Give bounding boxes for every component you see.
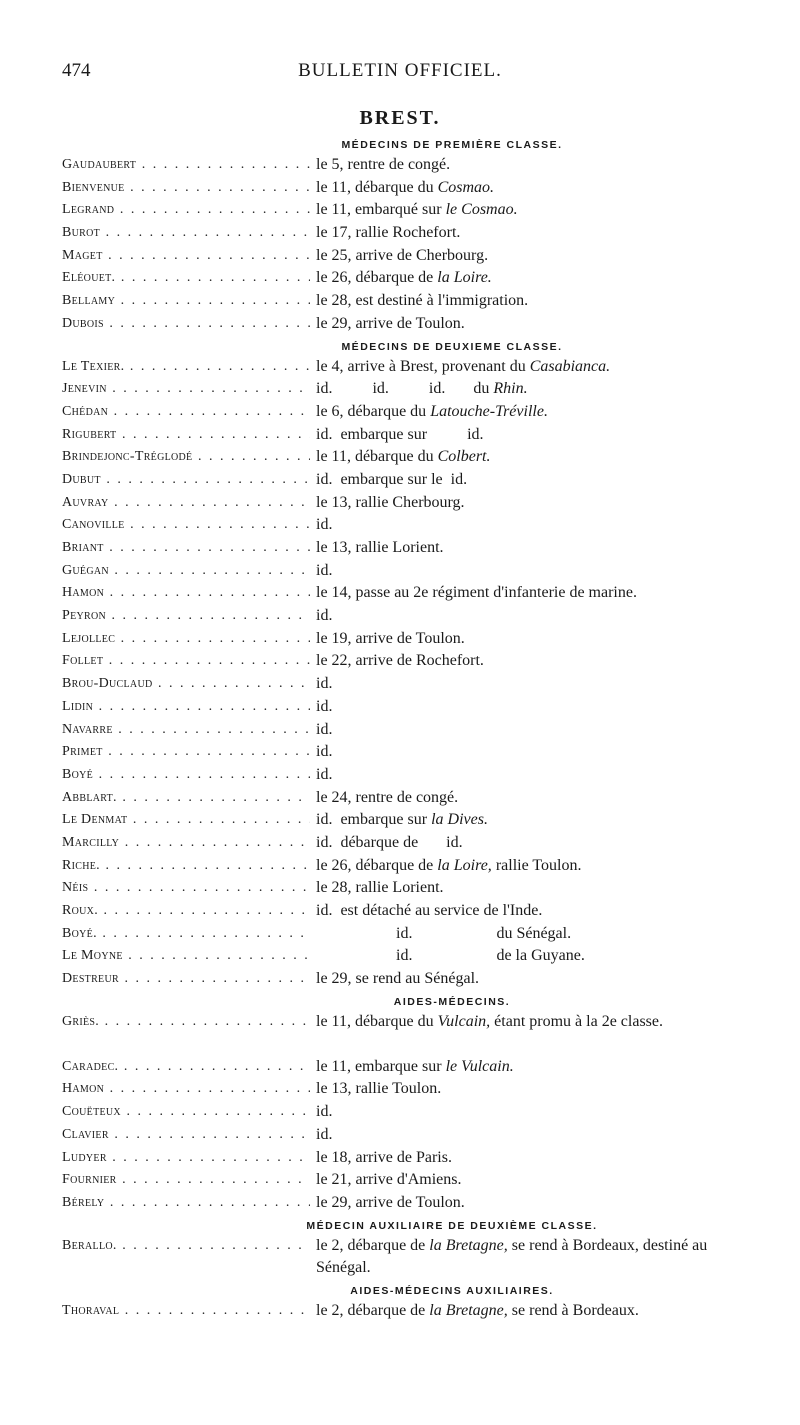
officer-name: Boyé . . . — [62, 764, 310, 787]
entry-detail: le 5, rentre de congé. — [316, 156, 451, 173]
entry-text — [316, 560, 756, 583]
officer-name: Marcilly . . . — [62, 832, 310, 855]
entry-detail: id. — [316, 607, 333, 625]
ship-name: Vulcain, — [437, 1012, 491, 1030]
officer-name: Abblart. . . . — [62, 787, 310, 810]
entry-text — [316, 764, 756, 787]
entry-text — [316, 469, 756, 492]
entry-text — [316, 1078, 756, 1101]
entry-detail: id. embarque sur — [316, 811, 432, 829]
officer-name: Le Denmat . . . — [62, 809, 310, 832]
officer-name: Brindejonc-Tréglodé . . . — [62, 446, 310, 469]
entry-detail-continued: se rend à Bordeaux. — [507, 1301, 639, 1319]
entry-row — [62, 1101, 762, 1124]
officer-name: Roux. . . . — [62, 900, 310, 923]
entry-row — [62, 537, 762, 560]
entry-text — [316, 492, 756, 515]
entry-row — [62, 222, 762, 245]
entry-text — [316, 605, 756, 628]
entry-detail: id. — [316, 561, 333, 579]
entry-text — [316, 809, 756, 832]
entry-row — [62, 514, 762, 537]
entry-row — [62, 945, 762, 968]
entry-text — [316, 1300, 756, 1323]
entry-row — [62, 1011, 762, 1056]
entry-detail: le 17, rallie Rochefort. — [316, 224, 461, 242]
entry-detail: le 18, arrive de Paris. — [316, 1148, 452, 1166]
entry-text — [316, 1235, 756, 1280]
entry-detail: le 29, se rend au Sénégal. — [316, 970, 480, 988]
officer-name: Lejollec . . . — [62, 628, 310, 651]
entry-row — [62, 199, 762, 222]
entry-row — [62, 832, 762, 855]
entry-text — [316, 696, 756, 719]
entry-text — [316, 741, 756, 764]
entry-detail: id. id. id. du — [316, 380, 494, 398]
entry-detail: le 29, arrive de Toulon. — [316, 314, 465, 332]
entry-text — [316, 1056, 756, 1079]
entry-detail: id. — [316, 1103, 333, 1121]
entry-detail: le 26, débarque de — [316, 269, 438, 287]
officer-name: Destreur . . . — [62, 968, 310, 991]
entry-row — [62, 1078, 762, 1101]
entry-text — [316, 290, 756, 313]
section-title: MÉDECINS DE DEUXIEME CLASSE. — [341, 340, 563, 353]
officer-name: Griès. . . . — [62, 1011, 310, 1034]
officer-name: Burot . . . — [62, 222, 310, 245]
entry-text — [316, 424, 756, 447]
ship-name: le Cosmao. — [445, 201, 518, 219]
entry-row — [62, 673, 762, 696]
entry-text — [316, 719, 756, 742]
entry-text — [316, 1124, 756, 1147]
officer-name: Le Moyne . . . — [62, 945, 310, 968]
entry-detail-continued: rallie Toulon. — [491, 856, 582, 874]
entry-text — [316, 650, 756, 673]
entry-detail-continued: se rend à Bordeaux, destiné au Sénégal. — [316, 1236, 708, 1277]
ship-name: la Loire. — [437, 269, 492, 287]
entry-text — [316, 154, 756, 177]
entry-row — [62, 424, 762, 447]
officer-name: Le Texier. . . . — [62, 356, 310, 379]
officer-name: Riche. . . . — [62, 855, 310, 878]
entry-row — [62, 877, 762, 900]
officer-name: Gaudaubert . . . — [62, 154, 310, 177]
officer-name: Rigubert . . . — [62, 424, 310, 447]
officer-name: Berallo. . . . — [62, 1235, 310, 1258]
officer-name: Hamon . . . — [62, 1078, 310, 1101]
officer-name: Bérely . . . — [62, 1192, 310, 1215]
entry-detail: le 11, embarqué sur — [316, 201, 446, 219]
entry-text — [316, 1192, 756, 1215]
page-number: 474 — [62, 60, 91, 81]
entry-detail: id. — [316, 743, 333, 761]
entry-text — [316, 628, 756, 651]
entry-row — [62, 356, 762, 379]
entry-row — [62, 696, 762, 719]
entry-detail-continued: étant promu à la 2e classe. — [490, 1012, 663, 1030]
officer-name: Fournier . . . — [62, 1169, 310, 1192]
entry-row — [62, 560, 762, 583]
entry-text — [316, 267, 756, 290]
entry-text — [316, 945, 756, 968]
officer-name: Legrand . . . — [62, 199, 310, 222]
entry-detail: le 22, arrive de Rochefort. — [316, 652, 484, 670]
ship-name: Colbert. — [437, 448, 491, 466]
entry-row — [62, 1235, 762, 1280]
entry-row — [62, 177, 762, 200]
entry-row — [62, 855, 762, 878]
entry-text — [316, 313, 756, 336]
entry-detail: id. — [316, 720, 333, 738]
officer-name: Dubois . . . — [62, 313, 310, 336]
officer-name: Chédan . . . — [62, 401, 310, 424]
entry-row — [62, 492, 762, 515]
entry-text — [316, 378, 756, 401]
entry-row — [62, 605, 762, 628]
entry-row — [62, 741, 762, 764]
entry-detail: id. — [316, 697, 333, 715]
officer-name: Briant . . . — [62, 537, 310, 560]
entry-detail: id. débarque de id. — [316, 833, 463, 851]
entry-text — [316, 787, 756, 810]
entry-detail: id. embarque sur id. — [316, 425, 484, 443]
entry-text — [316, 1169, 756, 1192]
entry-detail: le 2, débarque de — [316, 1301, 430, 1319]
entry-row — [62, 1124, 762, 1147]
officer-name: Bellamy . . . — [62, 290, 310, 313]
entry-detail: le 4, arrive à Brest, provenant du — [316, 357, 530, 375]
officer-name: Auvray . . . — [62, 492, 310, 515]
officer-name: Dubut . . . — [62, 469, 310, 492]
entry-text — [316, 1011, 756, 1034]
entry-row — [62, 1147, 762, 1170]
entry-text — [316, 673, 756, 696]
officer-name: Hamon . . . — [62, 582, 310, 605]
entry-detail: id. de la Guyane. — [316, 947, 585, 965]
entry-detail: id. — [316, 516, 333, 534]
officer-name: Bienvenue . . . — [62, 177, 310, 200]
entry-text — [316, 855, 756, 878]
officer-name: Couëteux . . . — [62, 1101, 310, 1124]
ship-name: la Loire, — [437, 856, 492, 874]
entry-detail: id. du Sénégal. — [316, 924, 572, 942]
officer-name: Follet . . . — [62, 650, 310, 673]
officer-name: Clavier . . . — [62, 1124, 310, 1147]
entry-text — [316, 832, 756, 855]
entries-list — [62, 134, 762, 1322]
ship-name: Casabianca. — [529, 357, 611, 375]
entry-text — [316, 877, 756, 900]
ship-name: Rhin. — [493, 380, 528, 398]
entry-detail: le 25, arrive de Cherbourg. — [316, 246, 489, 264]
entry-text — [316, 514, 756, 537]
entry-text — [316, 199, 756, 222]
officer-name: Ludyer . . . — [62, 1147, 310, 1170]
entry-detail: le 6, débarque du — [316, 402, 431, 420]
officer-name: Maget . . . — [62, 245, 310, 268]
ship-name: la Dives. — [431, 811, 488, 829]
entry-row — [62, 154, 762, 177]
entry-text — [316, 537, 756, 560]
entry-detail: le 29, arrive de Toulon. — [316, 1193, 465, 1211]
page-title: BULLETIN OFFICIEL. — [298, 60, 502, 81]
entry-detail: id. embarque sur le id. — [316, 470, 468, 488]
officer-name: Guégan . . . — [62, 560, 310, 583]
entry-text — [316, 245, 756, 268]
entry-row — [62, 968, 762, 991]
section-title: MÉDECINS DE PREMIÈRE CLASSE. — [341, 139, 563, 151]
entry-text — [316, 900, 756, 923]
entry-detail: le 2, débarque de — [316, 1236, 430, 1254]
section-title: MÉDECIN AUXILIAIRE DE DEUXIÈME CLASSE. — [306, 1219, 598, 1232]
officer-name: Jenevin . . . — [62, 378, 310, 401]
entry-row — [62, 719, 762, 742]
entry-text — [316, 968, 756, 991]
entry-detail: id. — [316, 1125, 333, 1143]
entry-detail: le 11, embarque sur — [316, 1057, 446, 1075]
entry-row — [62, 469, 762, 492]
entry-detail: le 28, rallie Lorient. — [316, 879, 444, 897]
city-heading: BREST. — [359, 107, 441, 129]
page-header — [62, 60, 738, 90]
entry-row — [62, 923, 762, 946]
entry-detail: le 13, rallie Cherbourg. — [316, 493, 465, 511]
entry-detail: id. — [316, 765, 333, 783]
entry-detail: le 21, arrive d'Amiens. — [316, 1171, 462, 1189]
entry-row — [62, 267, 762, 290]
entry-row — [62, 1300, 762, 1323]
officer-name: Canoville . . . — [62, 514, 310, 537]
entry-row — [62, 245, 762, 268]
entry-text — [316, 1101, 756, 1124]
entry-text — [316, 177, 756, 200]
entry-row — [62, 628, 762, 651]
officer-name: Thoraval . . . — [62, 1300, 310, 1323]
entry-text — [316, 923, 756, 946]
entry-row — [62, 764, 762, 787]
entry-detail: le 19, arrive de Toulon. — [316, 629, 465, 647]
entry-detail: le 28, est destiné à l'immigration. — [316, 292, 529, 310]
section-title: AIDES-MÉDECINS AUXILIAIRES. — [350, 1284, 554, 1297]
entry-row — [62, 1056, 762, 1079]
officer-name: Boyé. . . . — [62, 923, 310, 946]
entry-detail: le 11, débarque du — [316, 448, 438, 466]
entry-detail: id. est détaché au service de l'Inde. — [316, 902, 543, 919]
ship-name: la Bretagne, — [429, 1301, 508, 1319]
ship-name: le Vulcain. — [445, 1057, 514, 1075]
entry-detail: le 11, débarque du — [316, 178, 438, 196]
entry-row — [62, 446, 762, 469]
entry-detail: le 13, rallie Lorient. — [316, 539, 444, 556]
entry-text — [316, 401, 756, 424]
entry-detail: id. — [316, 675, 333, 693]
officer-name: Lidin . . . — [62, 696, 310, 719]
officer-name: Caradec. . . . — [62, 1056, 310, 1079]
officer-name: Navarre . . . — [62, 719, 310, 742]
ship-name: Cosmao. — [437, 178, 495, 196]
entry-row — [62, 290, 762, 313]
officer-name: Brou-Duclaud . . . — [62, 673, 310, 696]
section-title: AIDES-MÉDECINS. — [393, 995, 511, 1008]
entry-detail: le 26, débarque de — [316, 856, 438, 874]
entry-row — [62, 809, 762, 832]
officer-name: Néis . . . — [62, 877, 310, 900]
entry-text — [316, 356, 756, 379]
entry-detail: le 11, débarque du — [316, 1012, 438, 1030]
officer-name: Peyron . . . — [62, 605, 310, 628]
officer-name: Eléouet. . . . — [62, 267, 310, 290]
entry-row — [62, 787, 762, 810]
entry-row — [62, 650, 762, 673]
officer-name: Primet . . . — [62, 741, 310, 764]
entry-row — [62, 313, 762, 336]
entry-detail: le 24, rentre de congé. — [316, 788, 459, 806]
entry-row — [62, 401, 762, 424]
entry-text — [316, 1147, 756, 1170]
entry-row — [62, 378, 762, 401]
entry-row — [62, 582, 762, 605]
entry-row — [62, 1169, 762, 1192]
entry-row — [62, 900, 762, 923]
entry-text — [316, 582, 756, 605]
entry-detail: le 13, rallie Toulon. — [316, 1080, 442, 1098]
entry-text — [316, 222, 756, 245]
entry-row — [62, 1192, 762, 1215]
entry-detail: le 14, passe au 2e régiment d'infanterie de marine. — [316, 584, 637, 602]
ship-name: la Bretagne, — [429, 1236, 508, 1254]
entry-text — [316, 446, 756, 469]
ship-name: Latouche-Tréville. — [430, 402, 548, 420]
